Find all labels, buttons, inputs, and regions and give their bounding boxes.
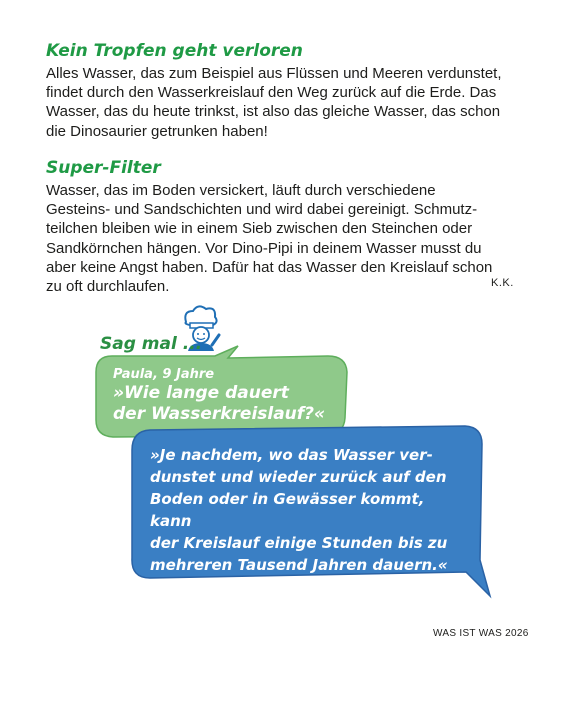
sag-mal-label: Sag mal ... [100,334,203,354]
question-author: Paula, 9 Jahre [113,367,215,382]
question-line: »Wie lange dauert [113,383,289,403]
text-line: teilchen bleiben wie in einem Sieb zwischen den Steinchen oder [46,220,473,238]
answer-line: der Kreislauf einige Stunden bis zu [150,534,448,552]
answer-line: mehreren Tausend Jahren dauern.« [150,556,448,574]
section-heading: Kein Tropfen geht verloren [46,41,303,61]
text-line: Sandkörnchen hängen. Vor Dino-Pipi in deinem Wasser musst du [46,239,482,257]
text-line: aber keine Angst haben. Dafür hat das Wasser den Kreislauf schon [46,258,493,276]
text-line: zu oft durchlaufen. [46,278,170,296]
answer-line: »Je nachdem, wo das Wasser ver- [150,446,433,464]
text-line: findet durch den Wasserkreislauf den Weg zurück auf die Erde. Das [46,84,497,102]
question-text [113,383,353,425]
text-line: Wasser, das du heute trinkst, ist also das gleiche Wasser, das schon [46,103,501,121]
text-line: Gesteins- und Sandschichten und wird dabei gereinigt. Schmutz- [46,201,478,219]
answer-text [150,444,470,576]
question-line: der Wasserkreislauf?« [113,404,326,424]
answer-line: Boden oder in Gewässer kommt, kann [150,490,425,530]
footer-publication: WAS IST WAS 2026 [433,628,529,639]
text-line: die Dinosaurier getrunken haben! [46,122,268,140]
text-line: Alles Wasser, das zum Beispiel aus Flüssen und Meeren verdunstet, [46,65,502,82]
answer-line: dunstet und wieder zurück auf den [150,468,447,486]
text-line: Wasser, das im Boden versickert, läuft durch verschiedene [46,182,436,199]
author-initials: K.K. [491,277,514,289]
section-heading: Super-Filter [46,158,161,178]
